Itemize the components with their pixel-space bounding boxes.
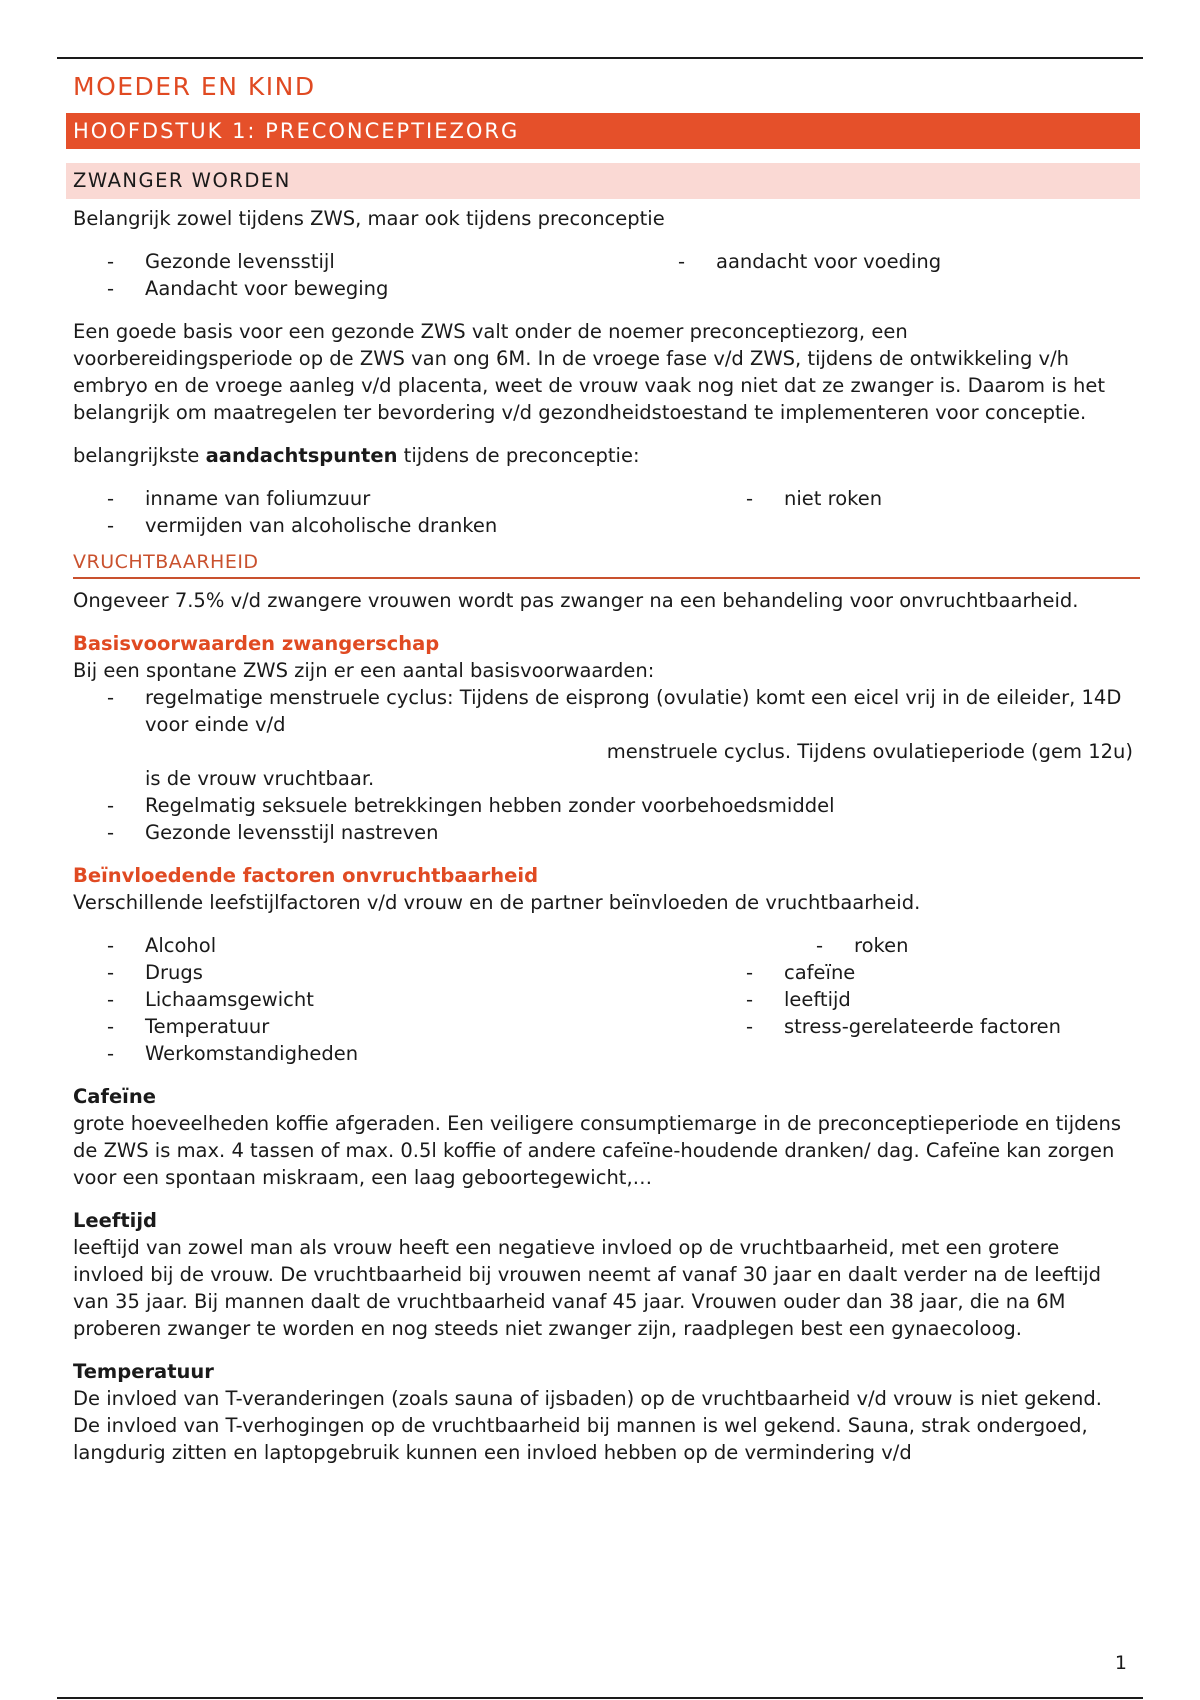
list-item: - roken xyxy=(816,934,909,957)
aandachtspunten-intro: belangrijkste aandachtspunten tijdens de preconceptie: xyxy=(73,444,640,467)
document-title: MOEDER EN KIND xyxy=(73,72,316,101)
leeftijd-heading: Leeftijd xyxy=(73,1209,158,1232)
factoren-intro: Verschillende leefstijlfactoren v/d vrouw en de partner beïnvloeden de vruchtbaarheid. xyxy=(73,891,921,914)
basisvoorwaarden-heading: Basisvoorwaarden zwangerschap xyxy=(73,632,440,655)
list-item: - Temperatuur xyxy=(107,1015,270,1038)
factoren-heading: Beïnvloedende factoren onvruchtbaarheid xyxy=(73,864,539,887)
vruchtbaarheid-intro: Ongeveer 7.5% v/d zwangere vrouwen wordt pas zwanger na een behandeling voor onvruchtbaarheid. xyxy=(73,589,1079,612)
basisvoorwaarden-list xyxy=(73,684,1133,846)
chapter-heading: HOOFDSTUK 1: PRECONCEPTIEZORG xyxy=(66,113,1140,149)
list-item: - cafeïne xyxy=(746,961,856,984)
document-body xyxy=(73,68,1133,1466)
page-number: 1 xyxy=(1114,1652,1127,1674)
temperatuur-heading: Temperatuur xyxy=(73,1360,214,1383)
lifestyle-list xyxy=(73,248,1133,302)
cafeine-paragraph: grote hoeveelheden koffie afgeraden. Een veiligere consumptiemarge in de preconceptieperiode en tijdens de ZWS is max. 4 tassen of max. 0.5l koffie of andere cafeïne-houdende dranken/ dag. Cafeïne kan zorgen voor een spontaan miskraam, een laag geboortegewicht,… xyxy=(73,1112,1122,1189)
list-item: - Regelmatig seksuele betrekkingen hebben zonder voorbehoedsmiddel xyxy=(107,794,835,817)
list-item: - Aandacht voor beweging xyxy=(107,277,389,300)
section-heading-zwanger-worden: ZWANGER WORDEN xyxy=(66,163,1140,199)
list-item: - regelmatige menstruele cyclus: Tijdens de eisprong (ovulatie) komt een eicel vrij in de eileider, 14D voor einde v/d menstruele cyclus. Tijdens ovulatieperiode (gem 12u) is de vrouw vruchtbaar. xyxy=(107,686,1133,790)
list-item: - Gezonde levensstijl nastreven xyxy=(107,821,439,844)
section-heading-vruchtbaarheid: VRUCHTBAARHEID xyxy=(73,551,1140,579)
list-item: - aandacht voor voeding xyxy=(678,250,942,273)
factoren-list xyxy=(73,932,1133,1067)
list-item: - inname van foliumzuur xyxy=(107,487,371,510)
leeftijd-paragraph: leeftijd van zowel man als vrouw heeft een negatieve invloed op de vruchtbaarheid, met een grotere invloed bij de vrouw. De vruchtbaarheid bij vrouwen neemt af vanaf 30 jaar en daalt verder na de leeftijd van 35 jaar. Bij mannen daalt de vruchtbaarheid vanaf 45 jaar. Vrouwen ouder dan 38 jaar, die na 6M proberen zwanger te worden en nog steeds niet zwanger zijn, raadplegen best een gynaecoloog. xyxy=(73,1236,1102,1340)
temperatuur-paragraph: De invloed van T-veranderingen (zoals sauna of ijsbaden) op de vruchtbaarheid v/d vrouw is niet gekend. De invloed van T-verhogingen op de vruchtbaarheid bij mannen is wel gekend. Sauna, strak ondergoed, langdurig zitten en laptopgebruik kunnen een invloed hebben op de vermindering v/d xyxy=(73,1387,1102,1464)
bottom-rule xyxy=(57,1697,1143,1699)
zwanger-intro: Belangrijk zowel tijdens ZWS, maar ook tijdens preconceptie xyxy=(73,207,665,230)
aandachtspunten-list xyxy=(73,485,1133,539)
list-item: - niet roken xyxy=(746,487,883,510)
preconceptie-paragraph: Een goede basis voor een gezonde ZWS valt onder de noemer preconceptiezorg, een voorbereidingsperiode op de ZWS van ong 6M. In de vroege fase v/d ZWS, tijdens de ontwikkeling v/h embryo en de vroege aanleg v/d placenta, weet de vrouw vaak nog niet dat ze zwanger is. Daarom is het belangrijk om maatregelen ter bevordering v/d gezondheidstoestand te implementeren voor conceptie. xyxy=(73,320,1105,424)
list-item: - Gezonde levensstijl xyxy=(107,250,335,273)
list-item: - Werkomstandigheden xyxy=(107,1042,359,1065)
list-item: - vermijden van alcoholische dranken xyxy=(107,514,498,537)
basisvoorwaarden-intro: Bij een spontane ZWS zijn er een aantal basisvoorwaarden: xyxy=(73,659,655,682)
list-item: - stress-gerelateerde factoren xyxy=(746,1015,1062,1038)
list-item: - Alcohol xyxy=(107,934,217,957)
list-item: - Lichaamsgewicht xyxy=(107,988,314,1011)
list-item: - Drugs xyxy=(107,961,203,984)
top-rule xyxy=(57,57,1143,59)
cafeine-heading: Cafeïne xyxy=(73,1085,156,1108)
list-item: - leeftijd xyxy=(746,988,851,1011)
